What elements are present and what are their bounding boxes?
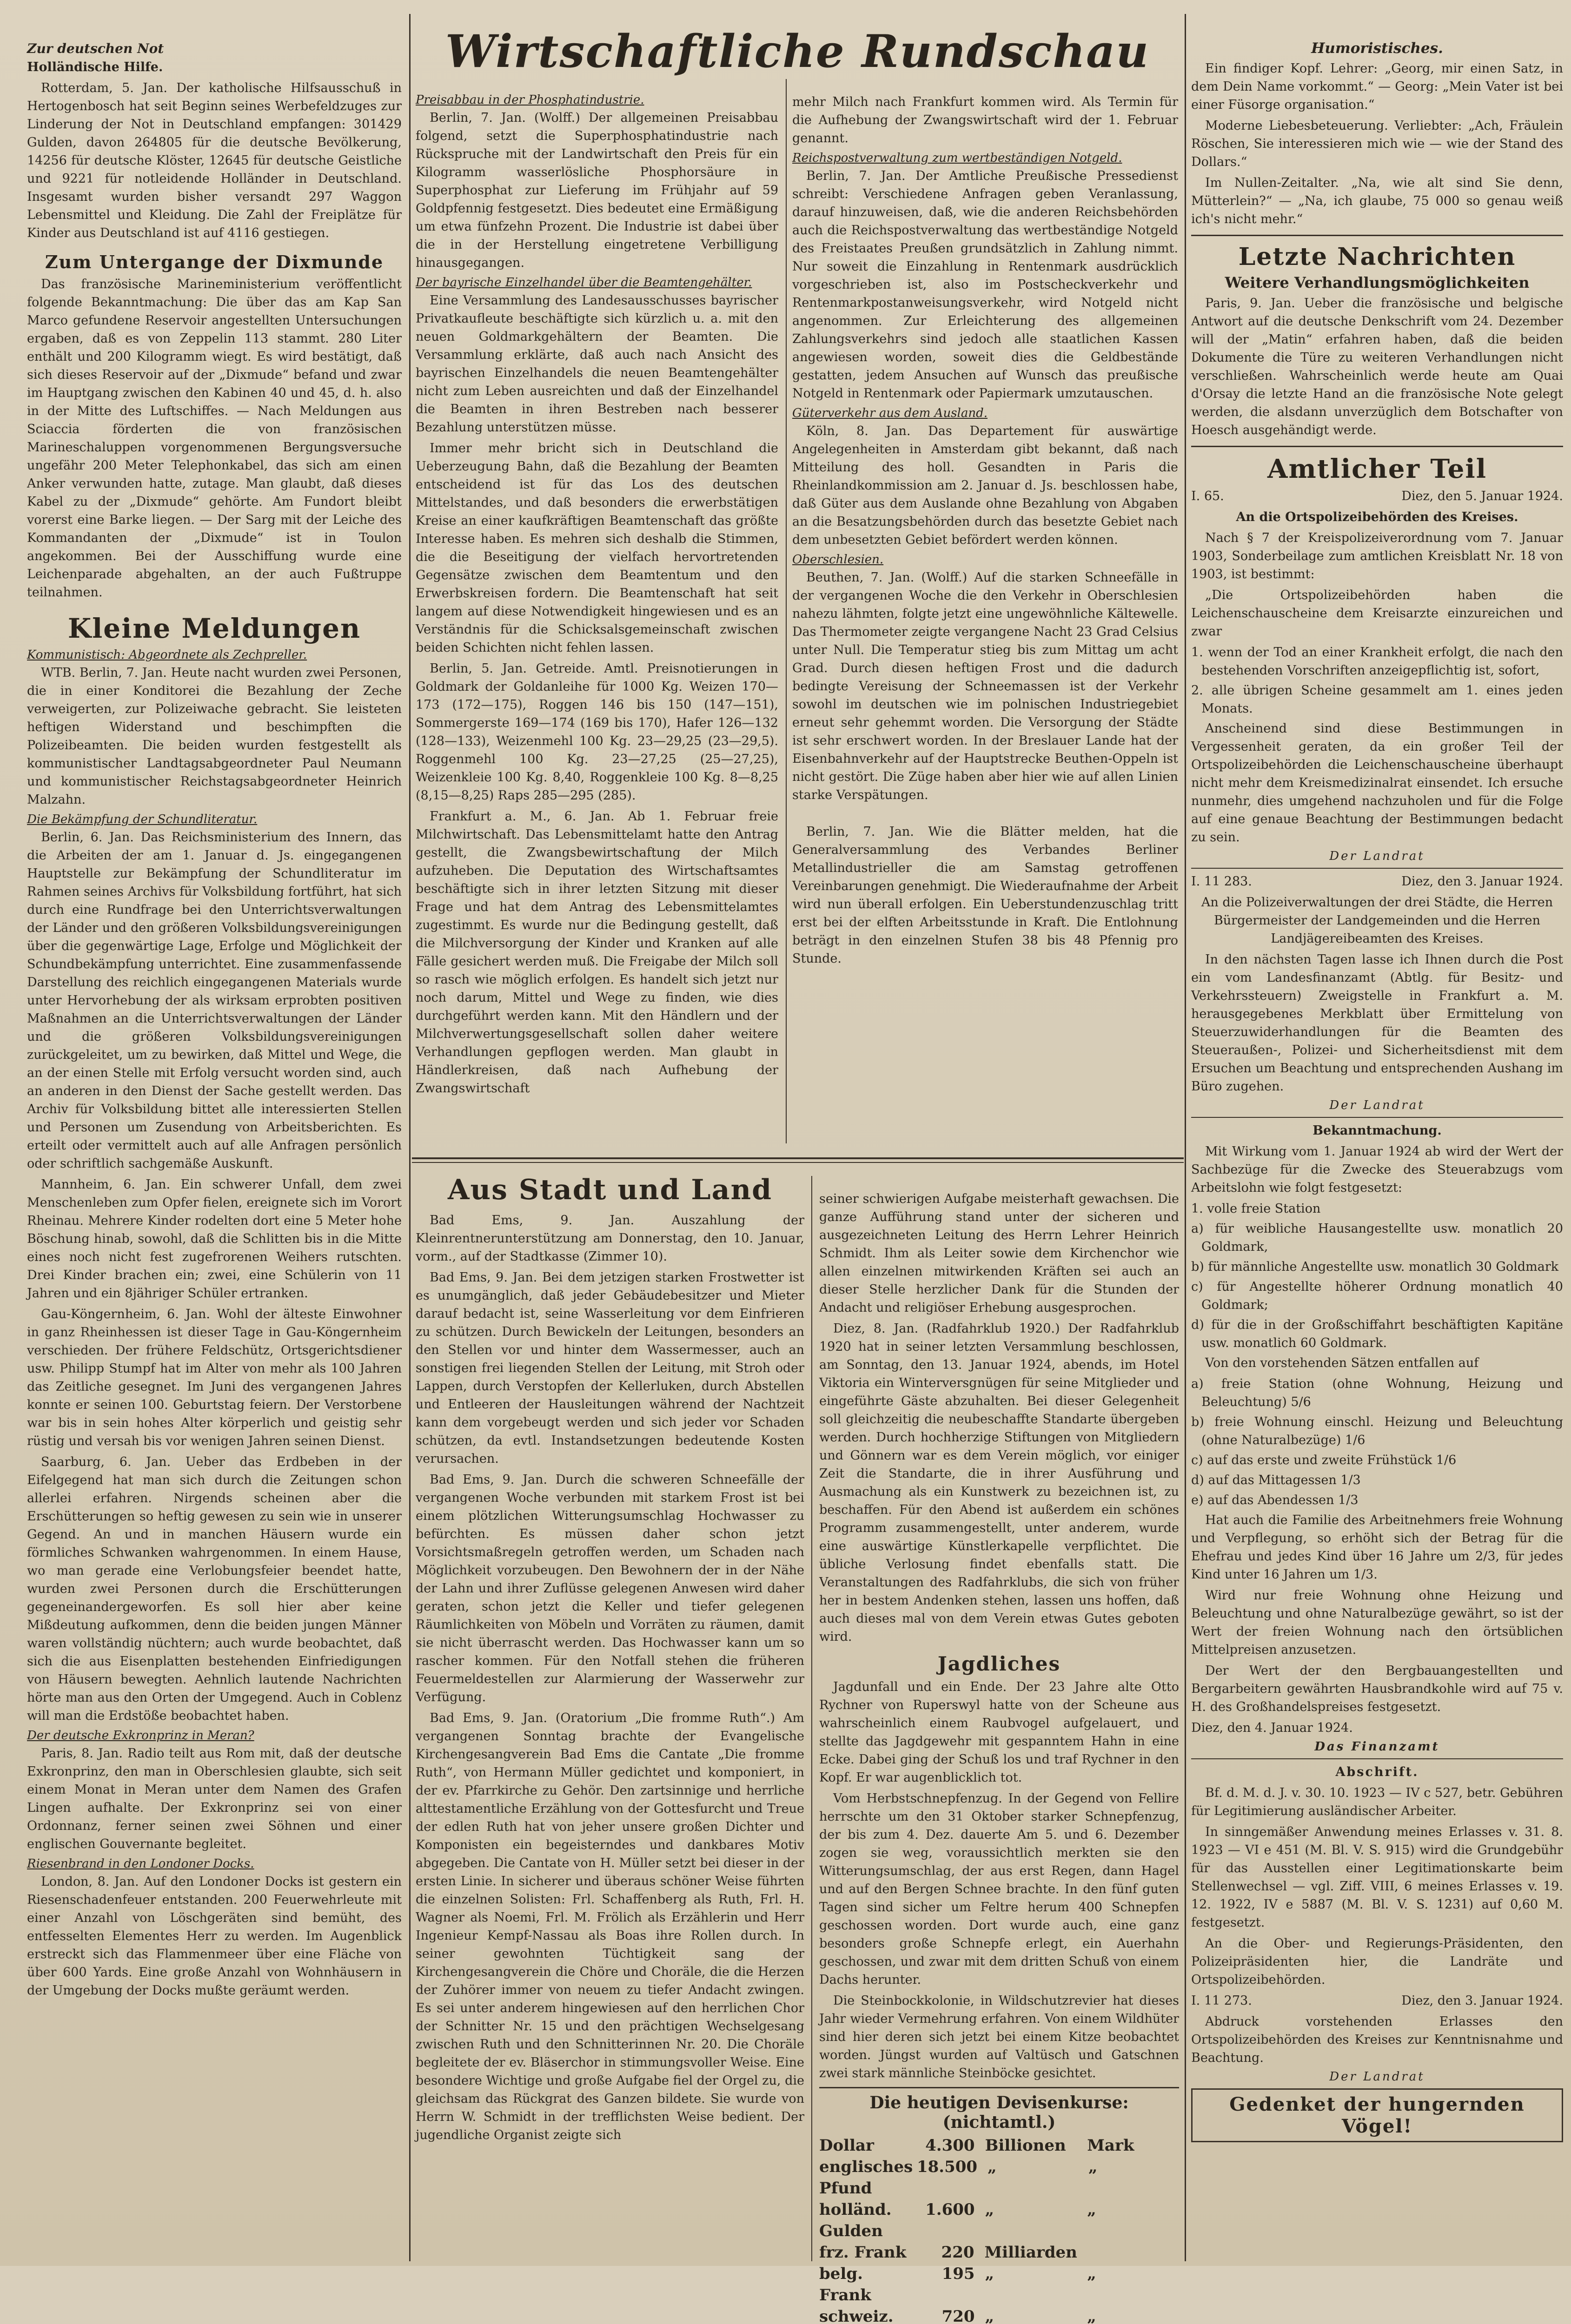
subheading: Die Bekämpfung der Schundliteratur. [27, 812, 258, 826]
rate-unit: „ [985, 2307, 994, 2324]
column-1 [27, 37, 402, 2259]
column-rule [811, 1176, 812, 2261]
rate-unit: „ [1087, 2307, 1096, 2324]
divider [819, 2087, 1179, 2088]
column-6 [1191, 37, 1563, 2259]
list-item: d) für die in der Großschiffahrt beschäftigten Kapitäne usw. monatlich 60 Goldmark. [1191, 1318, 1563, 1350]
currency-name: frz. Frank [819, 2243, 907, 2262]
column-rule [409, 14, 411, 2261]
article-text: Die Steinbockkolonie, in Wildschutzrevier hat dieses Jahr wieder Vermehrung erfahren. Von einem Wildhüter sind hier deren sich jetzt bei einem Kitze beobachtet worden. Jüngst wurden auf Valtüsch und Gatschnen zwei stark männliche Steinböcke gesichtet. [819, 1994, 1179, 2080]
exchange-rate-row [819, 2199, 1179, 2242]
currency-name: englisches Pfund [819, 2158, 913, 2198]
divider [1191, 868, 1563, 869]
rate-value: 1.600 [925, 2200, 975, 2219]
notice-text: Hat auch die Familie des Arbeitnehmers freie Wohnung und Verpflegung, so erhöht sich der Betrag für die Ehefrau und jedes Kind über 16 Jahre um 2/3, für jedes Kind unter 16 Jahren um 1/3. [1191, 1513, 1563, 1582]
article-text: Berlin, 7. Jan. Wie die Blätter melden, hat die Generalversammlung des Verbandes Berliner Metallindustrieller die am Samstag getroffenen Vereinbarungen genehmigt. Die Wiederaufnahme der Arbeit wird nun überall erfolgen. Ein Ueberstundenzuschlag tritt erst bei der elften Arbeitsstunde in Kraft. Die Entlohnung beträgt in den einzelnen Stufen 38 bis 48 Pfennig pro Stunde. [792, 825, 1178, 966]
article-text: Paris, 8. Jan. Radio teilt aus Rom mit, daß der deutsche Exkronprinz, den man in Oberschlesien glaubte, sich seit einem Monat in Meran unter dem Namen des Grafen Lingen aufhalte. Der Exkronprinz sei von einer Ordonnanz, ferner seinen zwei Söhnen und einer englischen Gouvernante begleitet. [27, 1746, 402, 1851]
section-heading: Holländische Hilfe. [27, 60, 163, 74]
column-3 [792, 93, 1178, 1153]
rate-unit: „ [985, 2200, 994, 2219]
notice-text: Von den vorstehenden Sätzen entfallen auf [1205, 1356, 1479, 1370]
notice-heading: Abschrift. [1335, 1765, 1419, 1779]
subheading: Preisabbau in der Phosphatindustrie. [416, 93, 644, 107]
section-rule [412, 1162, 1184, 1163]
rate-unit: „ [985, 2265, 994, 2283]
section-heading-stadt-und-land: Aus Stadt und Land [447, 1174, 773, 1206]
rate-value: 18.500 [916, 2158, 978, 2176]
masthead-title: Wirtschaftliche Rundschau [445, 25, 1150, 78]
notice-header [1191, 1992, 1563, 2013]
article-text: Jagdunfall und ein Ende. Der 23 Jahre alte Otto Rychner von Ruperswyl hatte von der Scheune aus wahrscheinlich einem Raubvogel aufgelauert, und stellte das Jagdgewehr mit gespanntem Hahn in eine Ecke. Dabei ging der Schuß los und traf Rychner in den Kopf. Er war augenblicklich tot. [819, 1680, 1179, 1785]
article-text: Bad Ems, 9. Jan. Durch die schweren Schneefälle der vergangenen Woche verbunden mit starkem Frost ist bei einem plötzlichen Witterungsumschlag Hochwasser zu befürchten. Es müssen daher schon jetzt Vorsichtsmaßregeln getroffen werden, um Schaden nach Möglichkeit vorzubeugen. Den Bewohnern der in der Nähe der Lahn und ihrer Zuflüsse gelegenen Anwesen wird daher geraten, schon jetzt die Keller und tiefer gelegenen Räumlichkeiten von Möbeln und Vorräten zu räumen, damit sie nicht überrascht werden. Das Hochwasser kann um so rascher kommen. Für den Notfall stehen die früheren Feuermeldestellen zur Alarmierung der Wasserwehr zur Verfügung. [416, 1472, 804, 1704]
article-text: Vom Herbstschnepfenzug. In der Gegend von Fellire herrschte um den 31 Oktober starker Schnepfenzug, der bis zum 4. Dez. dauerte Am 5. und 6. Dezember zogen sie weg, voraussichtlich merkten sie den Witterungsumschlag, der aus erst Regen, dann Hagel und auf den Bergen Schnee brachte. In den fünf guten Tagen sind sicher um Feltre herum 400 Schnepfen geschossen worden. Dort wurde auch, eine ganz besonders große Schnepfe erlegt, ein Auerhahn geschossen, und zwar mit dem dritten Schuß von einem Dachs herunter. [819, 1791, 1179, 1987]
article-text: WTB. Berlin, 7. Jan. Heute nacht wurden zwei Personen, die in einer Konditorei die Bezahlung der Zeche verweigerten, zur Polizeiwache gebracht. Sie leisteten heftigen Widerstand und beschimpften die Polizeibeamten. Die beiden wurden festgestellt als kommunistischer Landtagsabgeordneter Paul Neumann und kommunistischer Reichstagsabgeordneter Heinrich Malzahn. [27, 666, 402, 807]
list-item: b) freie Wohnung einschl. Heizung und Beleuchtung (ohne Naturalbezüge) 1/6 [1191, 1415, 1563, 1447]
rate-value: 195 [941, 2265, 975, 2283]
exchange-rate-row [819, 2156, 1179, 2199]
notice-recipient: An die Ortspolizeibehörden des Kreises. [1236, 510, 1518, 524]
section-heading-jagdliches: Jagdliches [937, 1652, 1061, 1675]
article-text: Diez, 8. Jan. (Radfahrklub 1920.) Der Radfahrklub 1920 hat in seiner letzten Versammlung beschlossen, am Sonntag, den 13. Januar 1924, abends, im Hotel Viktoria ein Winterversgnügen für seine Mitglieder und eingeführte Gäste abzuhalten. Bei dieser Gelegenheit soll gleichzeitig die neubeschaffte Standarte übergeben werden. Durch hochherzige Stiftungen von Mitgliedern und Gönnern war es dem Verein möglich, vor einiger Zeit die Standarte, die in ihrer Ausführung und Ausmachung als ein Kunstwerk zu bezeichnen ist, zu beschaffen. Für den Abend ist außerdem ein schönes Programm zusammengestellt, unter anderem, wurde eine auswärtige Künstlerkapelle verpflichtet. Die übliche Verlosung findet ebenfalls statt. Die Veranstaltungen des Radfahrklubs, die sich von früher her in bestem Andenken stehen, lassen uns hoffen, daß auch dieses mal von dem Verein etwas Gutes geboten wird. [819, 1321, 1179, 1644]
divider [1191, 1117, 1563, 1118]
notice-date: Diez, den 3. Januar 1924. [1401, 874, 1563, 889]
list-item: b) für männliche Angestellte usw. monatlich 30 Goldmark [1191, 1260, 1559, 1274]
article-text: Das französische Marineministerium veröffentlicht folgende Bekanntmachung: Die über das am Kap San Marco gefundene Reservoir angestellten Untersuchungen ergaben, daß es von Zeppelin 113 stammt. 280 Liter enthält und 200 Kilogramm wiegt. Es wird bestätigt, daß sich dieses Reservoir auf der „Dixmude“ befand und zwar im Hauptgang zwischen den Kabinen 40 und 45, d. h. also in der Mitte des Luftschiffes. — Nach Meldungen aus Sciaccia förderten die von französischen Marineschaluppen vorgenommenen Bergungsversuche ungefähr 200 Meter Telephonkabel, das sich am einen Anker verwunden hatte, zutage. Man glaubt, daß dieses Kabel zu der „Dixmude“ gehörte. Am Fundort bleibt vorerst eine Barke liegen. — Der Sarg mit der Leiche des Kommandanten der „Dixmude“ ist in Toulon angekommen. Bei der Ausschiffung wurde eine Leichenparade abgehalten, an der auch Fußtruppe teilnahmen. [27, 277, 402, 600]
rate-value: 220 [941, 2243, 974, 2262]
notice-text: In den nächsten Tagen lasse ich Ihnen durch die Post ein vom Landesfinanzamt (Abtlg. für Besitz- und Verkehrssteuern) Zweigstelle in Frankfurt a. M. herausgegebenes Merkblatt über Ermittelung von Steuerzuwiderhandlungen für die Beamten des Steueraußen-, Polizei- und Sicherheitsdienst mit dem Ersuchen um Beachtung und entsprechenden Aushang im Büro zugehen. [1191, 952, 1563, 1094]
article-text: Paris, 9. Jan. Ueber die französische und belgische Antwort auf die deutsche Denkschrift vom 24. Dezember will der „Matin“ erfahren haben, daß die beiden Dokumente die Türe zu weiteren Verhandlungen nicht verschließen. Wahrscheinlich werde heute am Quai d'Orsay die letzte Hand an die französische Note gelegt werden, die alsdann unverzüglich dem Botschafter von Hoesch ausgehändigt werde. [1191, 296, 1563, 437]
section-heading-kleine-meldungen: Kleine Meldungen [67, 613, 361, 644]
subheading: Reichspostverwaltung zum wertbeständigen Notgeld. [792, 151, 1122, 165]
article-text: Berlin, 7. Jan. Der Amtliche Preußische Pressedienst schreibt: Verschiedene Anfragen geben Veranlassung, darauf hinzuweisen, daß, wie die anderen Reichsbehörden auch die Reichspostverwaltung das wertbeständige Notgeld des Freistaates Preußen grundsätzlich in Zahlung nimmt. Nur soweit die Einzahlung in Rentenmark ausdrücklich vorgeschrieben ist, also im Postscheckverkehr und Rentenmarkpostanweisungsverkehr, wird Notgeld nicht angenommen. Zur Erleichterung des allgemeinen Zahlungsverkehrs sind jedoch alle staatlichen Kassen angewiesen worden, soweit dies die Geldbestände gestatten, jedem Ansuchen auf Wunsch das preußische Notgeld in Rentenmark oder Papiermark umzutauschen. [792, 169, 1178, 401]
divider [1191, 446, 1563, 447]
subheading: Weitere Verhandlungsmöglichkeiten [1225, 274, 1530, 291]
article-text: Köln, 8. Jan. Das Departement für auswärtige Angelegenheiten in Amsterdam gibt bekannt, daß nach Mitteilung des holl. Gesandten in Paris die Rheinlandkommission am 2. Januar d. Js. beschlossen habe, daß Güter aus dem Auslande ohne Bezahlung von Abgaben an die Besatzungsbehörden durch das besetzte Gebiet nach dem unbesetzten Gebiet befördert werden können. [792, 424, 1178, 547]
article-text: mehr Milch nach Frankfurt kommen wird. Als Termin für die Aufhebung der Zwangswirtschaft wird der 1. Februar genannt. [792, 95, 1178, 145]
section-heading-amtlicher-teil: Amtlicher Teil [1267, 454, 1487, 484]
list-item: 2. alle übrigen Scheine gesammelt am 1. eines jeden Monats. [1191, 683, 1563, 716]
notice-text: Anscheinend sind diese Bestimmungen in Vergessenheit geraten, da ein großer Teil der Ortspolizeibehörden die Leichenschauscheine überhaupt nicht mehr dem Kreismedizinalrat einsendet. Ich ersuche nunmehr, dies umgehend nachzuholen und für die Folge auf eine genaue Beachtung der Bestimmungen bedacht zu sein. [1191, 721, 1563, 845]
list-item: c) für Angestellte höherer Ordnung monatlich 40 Goldmark; [1191, 1280, 1563, 1312]
section-heading-letzte-nachrichten: Letzte Nachrichten [1238, 243, 1516, 271]
subheading: Der bayrische Einzelhandel über die Beamtengehälter. [416, 276, 752, 290]
notice-text: In sinngemäßer Anwendung meines Erlasses v. 31. 8. 1923 — VI e 451 (M. Bl. V. S. 915) wird die Grundgebühr für das Ausstellen einer Legitimationskarte beim Stellenwechsel — vgl. Ziff. VIII, 6 meines Erlasses v. 19. 12. 1922, IV e 5887 (M. Bl. V. S. 1231) auf 0,60 M. festgesetzt. [1191, 1825, 1563, 1930]
subheading: Kommunistisch: Abgeordnete als Zechpreller. [27, 648, 307, 662]
notice-text: Wird nur freie Wohnung ohne Heizung und Beleuchtung und ohne Naturalbezüge gewährt, so ist der Wert der freien Wohnung nach den örtsüblichen Mittelpreisen anzusetzen. [1191, 1588, 1563, 1657]
article-text: Im Nullen-Zeitalter. „Na, wie alt sind Sie denn, Mütterlein?“ — „Na, ich glaube, 75 000 so genau weiß ich's nicht mehr.“ [1191, 176, 1563, 226]
article-text: Bad Ems, 9. Jan. Bei dem jetzigen starken Frostwetter ist es unumgänglich, daß jeder Gebäudebesitzer und Mieter darauf bedacht ist, seine Wasserleitung vor dem Einfrieren zu schützen. Durch Bewickeln der Leitungen, besonders an den Stellen vor und hinter dem Wassermesser, auch an sonstigen frei liegenden Stellen der Leitung, mit Stroh oder Lappen, durch Verstopfen der Kellerluken, durch Abstellen und Entleeren der Hausleitungen während der Nachtzeit kann dem vorgebeugt werden und sich jeder vor Schaden schützen, da evtl. Instandsetzungen bedeutende Kosten verursachen. [416, 1270, 804, 1466]
article-text: Eine Versammlung des Landesausschusses bayrischer Privatkaufleute beschäftigte sich kürzlich u. a. mit den neuen Goldmarkgehältern der Beamten. Die Versammlung erklärte, daß auch nach Ansicht des bayrischen Einzelhandels die neuen Beamtengehälter nicht zum Leben ausreichten und daß der Einzelhandel die Beamten in ihren Bestreben nach besserer Bezahlung unterstützen müsse. [416, 293, 778, 435]
rate-unit: Mark [1087, 2136, 1134, 2155]
notice-date: Diez, den 4. Januar 1924. [1191, 1721, 1353, 1735]
notice-text: Abdruck vorstehenden Erlasses den Ortspolizeibehörden des Kreises zur Kenntnisnahme und Beachtung. [1191, 2014, 1563, 2065]
rate-value: 4.300 [925, 2136, 975, 2155]
section-heading-humoristisches: Humoristisches. [1311, 40, 1443, 57]
masthead [414, 19, 1181, 88]
column-rule [1185, 14, 1186, 2261]
article-text: Berlin, 6. Jan. Das Reichsministerium des Innern, das die Arbeiten der am 1. Januar d. Js. eingegangenen Hauptstelle zur Bekämpfung der Schundliteratur im Rahmen seines Archivs für Volksbildung fortführt, hat sich durch eine Rundfrage bei den Unterrichtsverwaltungen der Länder und den größeren Volksbildungsvereinigungen über die gegenwärtige Lage, Erfolge und Möglichkeit der Schundbekämpfung unterrichtet. Eine zusammenfassende Darstellung des reichlich eingegangenen Materials wurde unter Hervorhebung der als wirksam erprobten positiven Maßnahmen an die Unterrichtsverwaltungen der Länder und die größeren Volksbildungsvereinigungen zurückgeleitet, um zu bewirken, daß Mittel und Wege, die an der einen Stelle mit Erfolg versucht worden sind, auch an anderen in den Dienst der Sache gestellt werden. Das Archiv für Volksbildung bittet alle interessierten Stellen und Personen um Zusendung von Arbeitsberichten. Es erteilt oder vermittelt auch auf alle Anfragen persönlich oder schriftlich sachgemäße Auskunft. [27, 830, 402, 1171]
exchange-rate-row [819, 2306, 1179, 2324]
divider [1191, 235, 1563, 236]
list-item: c) auf das erste und zweite Frühstück 1/6 [1191, 1453, 1457, 1467]
article-heading: Zum Untergange der Dixmunde [45, 251, 384, 272]
notice-header [1191, 487, 1563, 508]
subheading: Oberschlesien. [792, 553, 884, 567]
column-2 [416, 93, 778, 1153]
notice-date: Diez, den 3. Januar 1924. [1401, 1994, 1563, 2008]
notice-number: I. 11 283. [1191, 874, 1252, 889]
notice-number: I. 11 273. [1191, 1994, 1252, 2008]
exchange-rate-row [819, 2242, 1179, 2263]
stadt-und-land-column [416, 1171, 804, 2259]
list-item: d) auf das Mittagessen 1/3 [1191, 1473, 1361, 1487]
article-text: Mannheim, 6. Jan. Ein schwerer Unfall, dem zwei Menschenleben zum Opfer fielen, ereignete sich im Vorort Rheinau. Mehrere Kinder rodelten dort eine 5 Meter hohe Böschung hinab, sowohl, daß die Schlitten bis in die Mitte eines noch nicht fest zugefrorenen Weihers rutschten. Drei Kinder brachen ein; zwei, eine Schülerin von 11 Jahren und ein 8jähriger Schüler ertranken. [27, 1177, 402, 1301]
rate-value: 720 [941, 2307, 975, 2324]
currency-name: holländ. Gulden [819, 2200, 892, 2240]
notice-heading: Bekanntmachung. [1312, 1123, 1442, 1138]
divider [1191, 1758, 1563, 1759]
signature: Der Landrat [1329, 1098, 1425, 1112]
rate-unit: „ [988, 2158, 997, 2176]
rate-unit: „ [1087, 2265, 1096, 2283]
notice-number: I. 65. [1191, 489, 1224, 503]
article-text: Gau-Köngernheim, 6. Jan. Wohl der älteste Einwohner in ganz Rheinhessen ist dieser Tage in Gau-Köngernheim verschieden. Der frühere Feldschütz, Ortsgerichtsdiener usw. Philipp Stumpf hat im Alter von mehr als 100 Jahren das Zeitliche gesegnet. Im Juni des vergangenen Jahres konnte er seinen 100. Geburtstag feiern. Der Verstorbene war bis in sein hohes Alter körperlich und geistig sehr rüstig und versah bis vor wenigen Jahren seinen Dienst. [27, 1307, 402, 1448]
article-text: Saarburg, 6. Jan. Ueber das Erdbeben in der Eifelgegend hat man sich durch die Zeitungen schon allerlei erfahren. Nirgends scheinen aber die Erschütterungen so heftig gewesen zu sein wie in unserer Gegend. An und in manchen Häusern wurde ein förmliches Schwanken wahrgenommen. In einem Hause, wo man gerade eine Verlobungsfeier beendet hatte, wurden zwei Personen durch die Erschütterungen gegeneinandergeworfen. Es soll hier aber keine Mißdeutung aufkommen, denn die beiden jungen Männer waren vollständig nüchtern; auch wurde beobachtet, daß sich die aus Eisenplatten bestehenden Einfriedigungen von Häusern bewegten. Aehnlich lautende Nachrichten hörte man aus den Orten der Umgegend. Auch in Coblenz will man die Erdstöße beobachtet haben. [27, 1455, 402, 1723]
article-text: Moderne Liebesbeteuerung. Verliebter: „Ach, Fräulein Röschen, Sie interessieren mich wie — wie der Stand des Dollars.“ [1191, 119, 1563, 169]
article-text: Berlin, 7. Jan. (Wolff.) Der allgemeinen Preisabbau folgend, setzt die Superphosphatindustrie nach Rückspruche mit der Landwirtschaft den Preis für ein Kilogramm wasserlösliche Phosphorsäure in Superphosphat zur Lieferung im Frühjahr auf 59 Goldpfennig festgesetzt. Dies bedeutet eine Ermäßigung um etwa fünfzehn Prozent. Die Industrie ist dabei über die in der Herstellung eingetretene Verbilligung hinausgegangen. [416, 111, 778, 270]
article-text: Beuthen, 7. Jan. (Wolff.) Auf die starken Schneefälle in der vergangenen Woche die den Verkehr in Oberschlesien nahezu lähmten, folgte jetzt eine ungewöhnliche Kältewelle. Das Thermometer zeigte vergangene Nacht 23 Grad Celsius unter Null. Die Temperatur stieg bis zum Mittag um acht Grad. Durch diesen heftigen Frost und die dadurch bedingte Vereisung der Schneemassen ist der Verkehr sowohl im deutschen wie im polnischen Industriegebiet erneut sehr gehemmt worden. Die Versorgung der Städte ist sehr erschwert worden. In der Breslauer Lande hat der Eisenbahnverkehr auf der Hauptstrecke Beuthen-Oppeln ist nicht gestört. Die Züge haben aber hier wie auf allen Linien starke Verspätungen. [792, 570, 1178, 802]
notice-text: Bf. d. M. d. J. v. 30. 10. 1923 — IV c 527, betr. Gebühren für Legitimierung ausländischer Arbeiter. [1191, 1786, 1563, 1818]
list-item: a) freie Station (ohne Wohnung, Heizung und Beleuchtung) 5/6 [1191, 1377, 1563, 1409]
exchange-rate-row [819, 2135, 1179, 2156]
exchange-rates-heading: Die heutigen Devisenkurse: (nichtamtl.) [869, 2093, 1129, 2132]
article-text: Bad Ems, 9. Jan. (Oratorium „Die fromme Ruth“.) Am vergangenen Sonntag brachte der Evangelische Kirchengesangverein Bad Ems die Cantate „Die fromme Ruth“, von Hermann Müller gedichtet und komponiert, in der ev. Pfarrkirche zu Gehör. Den zartsinnige und herrliche alttestamentliche Erzählung von der Gottesfurcht und Treue der edlen Ruth hat von jeher unsere großen Dichter und Komponisten ein begeisterndes und dankbares Motiv abgegeben. Die Cantate von H. Müller setzt bei dieser in der ersten Linie. In sicherer und überaus schöner Weise führten die einzelnen Solisten: Frl. Schaffenberg als Ruth, Frl. H. Wagner als Noemi, Frl. M. Frölich als Erzählerin und Herr Ingenieur Kempf-Nassau als Boas ihre Rollen durch. In seiner gewohnten Tüchtigkeit sang der Kirchengesangverein die Chöre und Choräle, die die Herzen der Zuhörer immer von neuem zu tiefer Andacht zwingen. Es sei unter anderem hingewiesen auf den herrlichen Chor der Schnitter Nr. 15 und den prächtigen Wechselgesang zwischen Ruth und den Schnitterinnen Nr. 20. Die Choräle begleitete der ev. Bläserchor in stimmungsvoller Weise. Eine besondere Wichtige und große Aufgabe fiel der Orgel zu, die gleichsam das Rückgrat des Ganzen bildete. Sie wurde von Herrn W. Schmidt in der trefflichsten Weise bedient. Der jugendliche Organist zeigte sich [416, 1711, 804, 2142]
article-text: Berlin, 5. Jan. Getreide. Amtl. Preisnotierungen in Goldmark der Goldanleihe für 1000 Kg. Weizen 170—173 (172—175), Roggen 146 bis 150 (147—151), Sommergerste 169—174 (169 bis 170), Hafer 126—132 (128—133), Weizenmehl 100 Kg. 23—29,25 (23—29,5). Roggenmehl 100 Kg. 23—27,25 (25—27,25), Weizenkleie 100 Kg. 8,40, Roggenkleie 100 Kg. 8—8,25 (8,15—8,25) Raps 285—295 (285). [416, 661, 778, 803]
article-text: Immer mehr bricht sich in Deutschland die Ueberzeugung Bahn, daß die Bezahlung der Beamten entscheidend ist für das Los des deutschen Mittelstandes, und daß besonders die erwerbstätigen Kreise an einer kaufkräftigen Beamtenschaft das größte Interesse haben. Es mehren sich deshalb die Stimmen, die die Beseitigung der vielfach hervortretenden Gegensätze zwischen dem Beamtentum und den Erwerbskreisen fordern. Die Beamtenschaft hat seit langem auf diese Notwendigkeit hingewiesen und es an Verständnis für die Schicksalsgemeinschaft zwischen beiden Schichten nicht fehlen lassen. [416, 441, 778, 655]
exchange-rates-table [819, 2135, 1179, 2324]
article-text: seiner schwierigen Aufgabe meisterhaft gewachsen. Die ganze Aufführung stand unter der sicheren und ausgezeichneten Leitung des Herrn Lehrer Heinrich Schmidt. Ihm als Leiter sowie dem Kirchenchor wie allen einzelnen mitwirkenden Kräften sei auch an dieser Stelle herzlicher Dank für die Stunden der Andacht und religiöser Erhebung ausgesprochen. [819, 1192, 1179, 1315]
currency-name: belg. Frank [819, 2265, 871, 2304]
column-rule [786, 79, 787, 1143]
article-text: Ein findiger Kopf. Lehrer: „Georg, mir einen Satz, in dem Dein Name vorkommt.“ — Georg: „Mein Vater ist bei einer Füsorge organisation.“ [1191, 61, 1563, 112]
exchange-rate-row [819, 2263, 1179, 2306]
kicker: Zur deutschen Not [27, 41, 164, 56]
rate-unit [1077, 2242, 1179, 2263]
notice-text: Der Wert der den Bergbauangestellten und Bergarbeitern gewährten Hausbrandkohle wird auf 75 v. H. des Großhandelspreises festgesetzt. [1191, 1664, 1563, 1714]
notice-text: Mit Wirkung vom 1. Januar 1924 ab wird der Wert der Sachbezüge für die Zwecke des Steuerabzugs vom Arbeitslohn wie folgt festgesetzt: [1191, 1144, 1563, 1195]
signature: Der Landrat [1329, 2070, 1425, 2084]
notice-recipient: An die Polizeiverwaltungen der drei Städte, die Herren Bürgermeister der Landgemeinden und die Herren Landjägereibeamten des Kreises. [1201, 895, 1553, 946]
notice-text: An die Ober- und Regierungs-Präsidenten, den Polizeipräsidenten hier, die Landräte und Ortspolizeibehörden. [1191, 1936, 1563, 1987]
currency-name: schweiz. [819, 2307, 894, 2324]
notice-text: Nach § 7 der Kreispolizeiverordnung vom 7. Januar 1903, Sonderbeilage zum amtlichen Kreisblatt Nr. 18 von 1903, ist bestimmt: [1191, 531, 1563, 581]
subheading: Der deutsche Exkronprinz in Meran? [27, 1729, 254, 1743]
signature: Das Finanzamt [1314, 1740, 1440, 1754]
notice-date: Diez, den 5. Januar 1924. [1401, 489, 1563, 503]
rate-unit: „ [1088, 2158, 1098, 2176]
notice-text: „Die Ortspolizeibehörden haben die Leichenschauscheine dem Kreisarzte einzureichen und zwar [1191, 588, 1563, 639]
notice-header [1191, 872, 1563, 893]
article-text: Bad Ems, 9. Jan. Auszahlung der Kleinrentnerunterstützung am Donnerstag, den 10. Januar, vorm., auf der Stadtkasse (Zimmer 10). [416, 1213, 804, 1264]
list-item: a) für weibliche Hausangestellte usw. monatlich 20 Goldmark, [1191, 1221, 1563, 1254]
signature: Der Landrat [1329, 849, 1425, 863]
rate-unit: Billionen [985, 2136, 1066, 2155]
subheading: Güterverkehr aus dem Ausland. [792, 406, 988, 420]
rate-unit: Milliarden [984, 2243, 1077, 2262]
rate-unit: „ [1087, 2200, 1096, 2219]
article-text: Rotterdam, 5. Jan. Der katholische Hilfsausschuß in Hertogenbosch hat seit Beginn seines Werbefeldzuges zur Linderung der Not in Deutschland empfangen: 301429 Gulden, davon 264805 für die deutsche Bevölkerung, 14256 für deutsche Klöster, 12645 für deutsche Geistliche und 9221 für notleidende Holländer in Deutschland. Insgesamt wurden bisher versandt 297 Waggon Lebensmittel und Kleidung. Die Zahl der Freiplätze für Kinder aus Deutschland ist auf 4116 gestiegen. [27, 81, 402, 240]
subheading: Riesenbrand in den Londoner Docks. [27, 1857, 254, 1871]
list-item: e) auf das Abendessen 1/3 [1191, 1493, 1359, 1507]
bottom-box: Gedenket der hungernden Vögel! [1191, 2088, 1563, 2142]
list-item: 1. wenn der Tod an einer Krankheit erfolgt, die nach den bestehenden Vorschriften anzeigepflichtig ist, sofort, [1191, 645, 1563, 678]
section-rule [412, 1157, 1184, 1159]
column-5 [819, 1190, 1179, 2324]
article-text: London, 8. Jan. Auf den Londoner Docks ist gestern ein Riesenschadenfeuer entstanden. 200 Feuerwehrleute mit einer Anzahl von Löschgeräten sind bemüht, des entfesselten Elementes Herr zu werden. Im Augenblick erstreckt sich das Flammenmeer über eine Fläche von über 600 Yards. Eine große Anzahl von Wohnhäusern in der Umgebung der Docks mußte geräumt werden. [27, 1875, 402, 1998]
currency-name: Dollar [819, 2136, 874, 2155]
article-text: Frankfurt a. M., 6. Jan. Ab 1. Februar freie Milchwirtschaft. Das Lebensmittelamt hatte den Antrag gestellt, die Zwangsbewirtschaftung der Milch aufzuheben. Die Deputation des Wirtschaftsamtes beschäftigte sich in ihrer letzten Sitzung mit dieser Frage und hat dem Antrag des Lebensmittelamtes zugestimmt. Es wurde nur die Bedingung gestellt, daß die Milchversorgung der Kinder und Kranken auf alle Fälle gesichert werden muß. Die Freigabe der Milch soll so rasch wie möglich erfolgen. Es handelt sich jetzt nur noch darum, Mittel und Wege zu finden, wie dies durchgeführt werden kann. Mit den Händlern und der Milchverwertungsgesellschaft sollen daher weitere Verhandlungen gepflogen werden. Man glaubt in Händlerkreisen, daß nach Aufhebung der Zwangswirtschaft [416, 809, 778, 1096]
list-item: 1. volle freie Station [1191, 1202, 1321, 1216]
